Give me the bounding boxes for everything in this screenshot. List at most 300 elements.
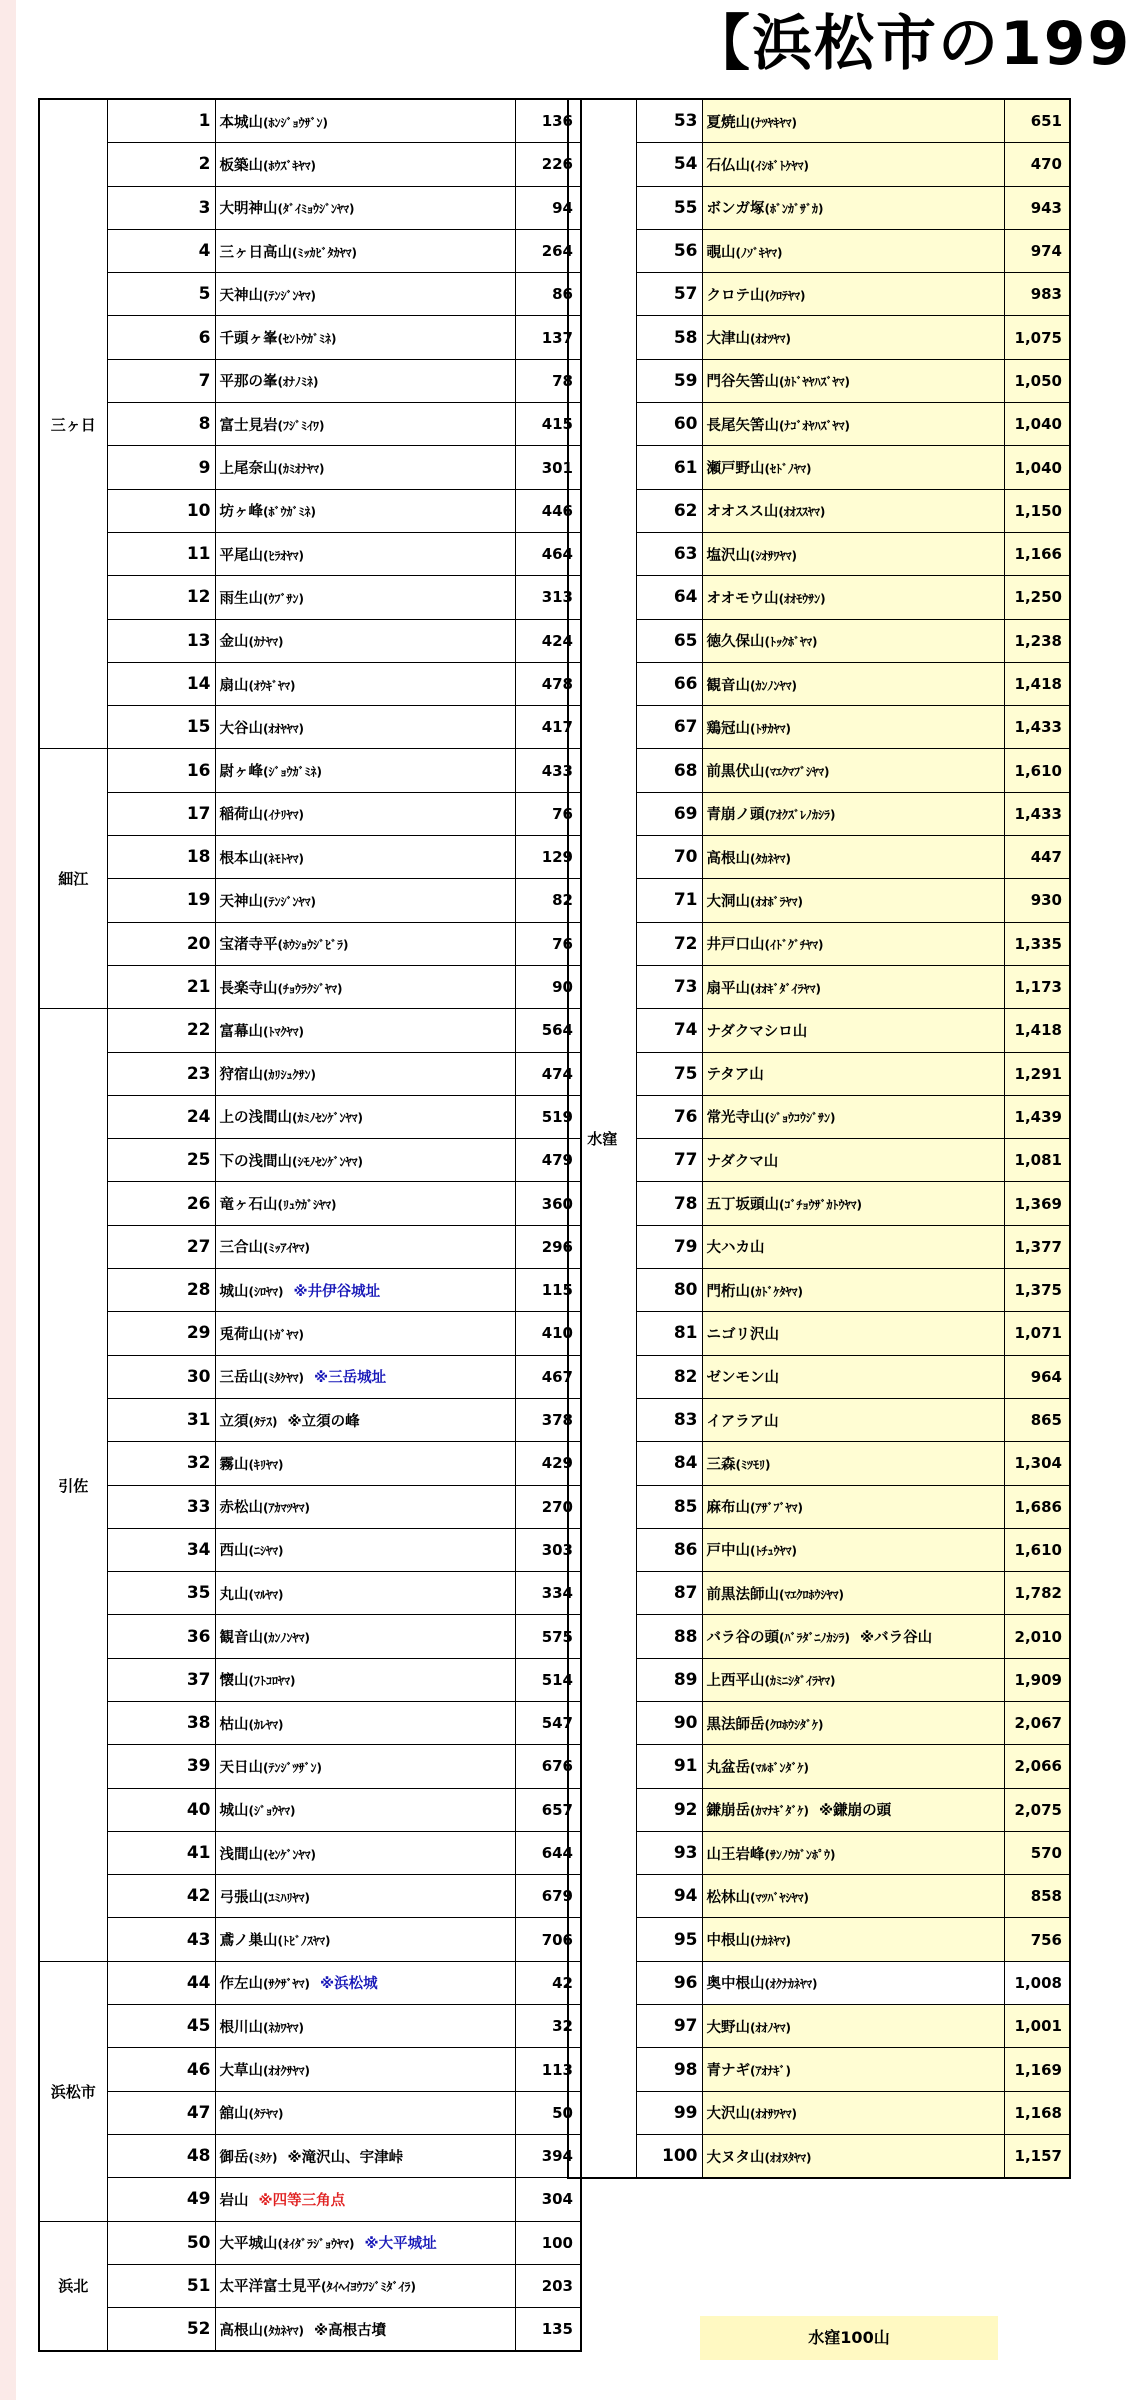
table-row [39,836,581,879]
mountain-name-cell [702,2091,1004,2134]
table-row [39,1528,581,1571]
mountain-reading: (ｼﾞｮｳﾔﾏ) [248,1804,296,1819]
table-row [39,1225,581,1268]
table-row [39,1139,581,1182]
mountain-reading: (ﾏｴｸﾛﾎｳｼﾔﾏ) [779,1587,844,1602]
mountain-name-cell [702,1398,1004,1441]
table-row [568,1139,1070,1182]
mountain-name-cell [702,1701,1004,1744]
elevation: 113 [515,2048,581,2091]
page-title: 【浜松市の199 [690,9,1131,79]
mountain-reading: (ｻﾝﾉｳｶﾞﾝﾎﾟｳ) [764,1847,836,1862]
elevation: 1,418 [1004,662,1070,705]
mountain-name: 天神山 [219,893,263,910]
row-number: 47 [107,2091,215,2134]
elevation: 1,304 [1004,1442,1070,1485]
mountain-name-cell [702,1918,1004,1961]
mountain-reading: (ﾀﾞｲﾐｮｳｼﾞﾝﾔﾏ) [277,202,355,217]
mountain-reading: (ﾎｳｼｮｳｼﾞﾋﾞﾗ) [277,938,349,953]
table-row [39,619,581,662]
mountain-name: 天日山 [219,1759,263,1776]
mountain-name-cell [215,1052,515,1095]
table-row [568,1442,1070,1485]
table-row [568,1009,1070,1052]
mountain-name-cell [215,1355,515,1398]
elevation: 564 [515,1009,581,1052]
mountain-reading: (ﾄｶﾞﾔﾏ) [263,1327,304,1342]
table-row [568,2005,1070,2048]
elevation: 1,040 [1004,446,1070,489]
elevation: 464 [515,532,581,575]
elevation: 1,168 [1004,2091,1070,2134]
area-label: 細江 [39,749,107,1009]
table-row [568,316,1070,359]
mountain-name-cell [215,2178,515,2221]
mountain-name: 城山 [219,1283,249,1300]
mountain-name-cell [215,2221,515,2264]
elevation: 264 [515,229,581,272]
mountain-reading: (ﾏﾙﾎﾞﾝﾀﾞｹ) [750,1760,809,1775]
mountain-reading: (ｵｵﾓｳｻﾝ) [778,591,826,606]
mountain-name-cell [702,1442,1004,1485]
mountain-name: 千頭ヶ峯 [219,331,278,348]
row-number: 69 [636,792,702,835]
row-number: 24 [107,1095,215,1138]
mountain-name: 赤松山 [219,1500,263,1517]
row-number: 54 [636,143,702,186]
mountain-name: 宝渚寺平 [219,937,278,954]
mountain-name: 黒法師岳 [706,1716,765,1733]
mountain-name: 三合山 [219,1240,263,1257]
row-number: 25 [107,1139,215,1182]
caption-label: 水窪100山 [700,2316,998,2360]
row-number: 12 [107,576,215,619]
row-number: 72 [636,922,702,965]
mountain-reading: (ﾉｿﾞｷﾔﾏ) [735,245,783,260]
mountain-note: ※鎌崩の頭 [818,1803,892,1820]
elevation: 657 [515,1788,581,1831]
mountain-reading: (ﾎﾞﾝｶﾞｻﾞｶ) [764,202,824,217]
mountain-name-cell [215,706,515,749]
mountain-reading: (ｺﾞﾁｮｳｻﾞｶﾄｳﾔﾏ) [779,1198,862,1213]
mountain-name: 高根山 [706,850,750,867]
elevation: 1,375 [1004,1269,1070,1312]
mountain-name-cell [215,2134,515,2177]
row-number: 38 [107,1701,215,1744]
mountain-name: 岩山 [219,2192,249,2209]
mountain-reading: (ﾊﾞﾗﾀﾞﾆﾉｶｼﾗ) [779,1631,850,1646]
row-number: 29 [107,1312,215,1355]
table-row [568,1355,1070,1398]
elevation: 433 [515,749,581,792]
row-number: 27 [107,1225,215,1268]
mountain-reading: (ﾋﾗｵﾔﾏ) [263,548,304,563]
mountain-reading: (ﾄｯｸﾎﾞﾔﾏ) [764,635,818,650]
mountain-reading: (ﾃﾝｼﾞﾂｻﾞﾝ) [263,1760,322,1775]
elevation: 1,238 [1004,619,1070,662]
mountain-reading: (ﾈﾓﾄﾔﾏ) [263,851,304,866]
elevation: 360 [515,1182,581,1225]
mountain-table-right [567,98,1071,2179]
row-number: 52 [107,2308,215,2352]
elevation: 76 [515,792,581,835]
elevation: 1,291 [1004,1052,1070,1095]
elevation: 136 [515,99,581,143]
table-row [568,2134,1070,2178]
mountain-reading: (ｼﾞｮｳｺｳｼﾞｻﾝ) [764,1111,836,1126]
row-number: 85 [636,1485,702,1528]
elevation: 50 [515,2091,581,2134]
mountain-name: 根川山 [219,2019,263,2036]
mountain-name: 稲荷山 [219,807,263,824]
mountain-name-cell [702,1831,1004,1874]
mountain-reading: (ｶﾄﾞｹﾀﾔﾏ) [750,1284,803,1299]
mountain-name: 扇山 [219,677,249,694]
mountain-name-cell [215,1961,515,2004]
elevation: 32 [515,2005,581,2048]
mountain-name: 常光寺山 [706,1110,765,1127]
mountain-reading: (ﾌﾄｺﾛﾔﾏ) [248,1674,296,1689]
table-row [39,1918,581,1961]
table-row [39,1831,581,1874]
mountain-table-left [38,98,582,2352]
elevation: 1,008 [1004,1961,1070,2004]
elevation: 474 [515,1052,581,1095]
mountain-name-cell [702,965,1004,1008]
table-row [39,662,581,705]
mountain-name: 弓張山 [219,1889,263,1906]
mountain-name-cell [702,143,1004,186]
mountain-name-cell [215,2308,515,2352]
mountain-name-cell [215,359,515,402]
table-row [39,1009,581,1052]
row-number: 78 [636,1182,702,1225]
table-row [39,143,581,186]
table-row [568,879,1070,922]
table-row [39,2221,581,2264]
row-number: 9 [107,446,215,489]
mountain-name-cell [702,446,1004,489]
mountain-name-cell [702,229,1004,272]
mountain-note: ※大平城址 [364,2236,437,2253]
elevation: 1,081 [1004,1139,1070,1182]
mountain-name-cell [215,532,515,575]
mountain-name: 丸盆岳 [706,1759,750,1776]
mountain-name-cell [702,662,1004,705]
elevation: 203 [515,2264,581,2307]
table-row [39,2178,581,2221]
elevation: 2,067 [1004,1701,1070,1744]
row-number: 93 [636,1831,702,1874]
mountain-reading: (ﾀｶﾈﾔﾏ) [263,2323,304,2338]
table-row [39,2308,581,2352]
area-label: 三ヶ日 [39,99,107,749]
elevation: 930 [1004,879,1070,922]
mountain-name: 富幕山 [219,1023,263,1040]
mountain-name-cell [702,99,1004,143]
mountain-name-cell [215,143,515,186]
mountain-reading: (ﾐｯｱｲﾔﾏ) [263,1241,310,1256]
elevation: 42 [515,1961,581,2004]
mountain-name: 五丁坂頭山 [706,1197,779,1214]
mountain-name-cell [702,1355,1004,1398]
table-row [568,1831,1070,1874]
elevation: 858 [1004,1875,1070,1918]
mountain-reading: (ｶﾚﾔﾏ) [248,1717,284,1732]
mountain-name: 大谷山 [219,720,263,737]
mountain-name-cell [215,1485,515,1528]
mountain-name: 枯山 [219,1716,249,1733]
mountain-reading: (ｲﾄﾞｸﾞﾁﾔﾏ) [764,938,824,953]
table-row [568,836,1070,879]
mountain-name-cell [215,879,515,922]
mountain-name-cell [215,273,515,316]
mountain-name: 奥中根山 [706,1976,765,1993]
row-number: 95 [636,1918,702,1961]
table-row [39,1095,581,1138]
row-number: 28 [107,1269,215,1312]
mountain-name-cell [215,2048,515,2091]
table-row [39,1745,581,1788]
mountain-name-cell [702,576,1004,619]
elevation: 313 [515,576,581,619]
mountain-name: 扇平山 [706,980,750,997]
row-number: 13 [107,619,215,662]
mountain-name-cell [702,619,1004,662]
mountain-reading: (ﾏﾙﾔﾏ) [248,1587,284,1602]
elevation: 679 [515,1875,581,1918]
mountain-name: 大ハカ山 [706,1240,765,1257]
mountain-name: 石仏山 [706,157,750,174]
table-row [568,229,1070,272]
mountain-name-cell [215,662,515,705]
mountain-name-cell [215,1269,515,1312]
row-number: 66 [636,662,702,705]
mountain-name: 大洞山 [706,893,750,910]
mountain-reading: (ｸﾛﾃﾔﾏ) [764,288,806,303]
mountain-name: 浅間山 [219,1846,263,1863]
elevation: 470 [1004,143,1070,186]
mountain-name-cell [215,1831,515,1874]
mountain-reading: (ﾄｻｶﾔﾏ) [750,721,791,736]
mountain-name-cell [702,1615,1004,1658]
mountain-name-cell [702,1139,1004,1182]
mountain-reading: (ﾄﾁｭｳﾔﾏ) [750,1544,797,1559]
mountain-reading: (ｷﾘﾔﾏ) [248,1457,284,1472]
mountain-name: オオスス山 [706,504,779,521]
mountain-reading: (ｳﾌﾞｻﾝ) [263,591,304,606]
mountain-name: 高根山 [219,2322,263,2339]
area-label: 浜松市 [39,1961,107,2221]
mountain-name: 戸中山 [706,1543,750,1560]
mountain-name: 平尾山 [219,547,263,564]
mountain-name-cell [702,1052,1004,1095]
table-row [39,2264,581,2307]
table-row [568,1052,1070,1095]
table-row [568,1572,1070,1615]
mountain-reading: (ｱｵﾅｷﾞ) [750,2064,791,2078]
elevation: 1,150 [1004,489,1070,532]
row-number: 15 [107,706,215,749]
elevation: 78 [515,359,581,402]
mountain-name-cell [215,1442,515,1485]
mountain-name: ゼンモン山 [706,1370,779,1387]
mountain-name-cell [215,2005,515,2048]
mountain-name: 観音山 [219,1630,263,1647]
elevation: 2,066 [1004,1745,1070,1788]
elevation: 303 [515,1528,581,1571]
mountain-reading: (ｵｸﾅｶﾈﾔﾏ) [764,1977,818,1992]
row-number: 2 [107,143,215,186]
mountain-reading: (ｾﾝｹﾞﾝﾔﾏ) [263,1847,316,1862]
mountain-name: 中根山 [706,1933,750,1950]
mountain-reading: (ﾄﾏｸﾔﾏ) [263,1024,304,1039]
table-row [39,792,581,835]
mountain-name-cell [215,99,515,143]
mountain-name-cell [215,1658,515,1701]
row-number: 60 [636,403,702,446]
mountain-name: 鎌崩岳 [706,1803,750,1820]
mountain-name-cell [702,1788,1004,1831]
mountain-name-cell [215,489,515,532]
mountain-reading: (ﾃﾝｼﾞﾝﾔﾏ) [263,288,316,303]
elevation: 417 [515,706,581,749]
table-row [39,1701,581,1744]
row-number: 100 [636,2134,702,2178]
mountain-name: 懐山 [219,1673,249,1690]
mountain-name-cell [215,1528,515,1571]
mountain-name: 兎荷山 [219,1326,263,1343]
mountain-reading: (ｶﾄﾞﾔﾔﾊｽﾞﾔﾏ) [779,375,850,390]
row-number: 61 [636,446,702,489]
elevation: 467 [515,1355,581,1398]
mountain-reading: (ﾐﾀｹﾔﾏ) [263,1371,304,1386]
row-number: 89 [636,1658,702,1701]
mountain-reading: (ｼﾓﾉｾﾝｹﾞﾝﾔﾏ) [292,1154,363,1169]
mountain-reading: (ｵｳｷﾞﾔﾏ) [248,678,296,693]
table-row [568,2091,1070,2134]
elevation: 983 [1004,273,1070,316]
mountain-reading: (ｵｵｷﾞﾀﾞｲﾗﾔﾏ) [750,981,821,996]
mountain-name: 下の浅間山 [219,1153,292,1170]
mountain-note: ※立須の峰 [287,1413,360,1430]
mountain-name: 鳶ノ巣山 [219,1933,278,1950]
elevation: 394 [515,2134,581,2177]
elevation: 447 [1004,836,1070,879]
row-number: 81 [636,1312,702,1355]
mountain-name-cell [215,229,515,272]
mountain-name-cell [215,1918,515,1961]
elevation: 129 [515,836,581,879]
row-number: 26 [107,1182,215,1225]
mountain-name-cell [702,359,1004,402]
mountain-name-cell [702,836,1004,879]
mountain-note: ※高根古墳 [313,2322,387,2339]
elevation: 570 [1004,1831,1070,1874]
area-label: 浜北 [39,2221,107,2351]
row-number: 30 [107,1355,215,1398]
row-number: 8 [107,403,215,446]
table-row [568,1615,1070,1658]
mountain-name: 門谷矢筈山 [706,374,779,391]
elevation: 304 [515,2178,581,2221]
row-number: 17 [107,792,215,835]
elevation: 644 [515,1831,581,1874]
table-row [568,1269,1070,1312]
mountain-name-cell [215,1615,515,1658]
mountain-note: ※浜松城 [319,1976,378,1993]
table-row [39,359,581,402]
table-row [568,446,1070,489]
mountain-name-cell [702,186,1004,229]
table-row [568,1918,1070,1961]
table-row [568,186,1070,229]
mountain-name-cell [702,1225,1004,1268]
mountain-reading: (ｲﾅﾘﾔﾏ) [263,808,304,823]
mountain-reading: (ﾄﾋﾞﾉｽﾔﾏ) [277,1934,331,1949]
mountain-name: 本城山 [219,114,263,131]
mountain-name-cell [702,2048,1004,2091]
mountain-name-cell [702,749,1004,792]
table-row [568,1095,1070,1138]
table-row [568,143,1070,186]
row-number: 33 [107,1485,215,1528]
elevation: 1,610 [1004,749,1070,792]
elevation: 2,075 [1004,1788,1070,1831]
table-row [39,1269,581,1312]
table-row [39,186,581,229]
table-row [568,403,1070,446]
mountain-name: 上西平山 [706,1673,765,1690]
elevation: 301 [515,446,581,489]
mountain-reading: (ｱｵｸｽﾞﾚﾉｶｼﾗ) [764,808,836,823]
elevation: 1,369 [1004,1182,1070,1225]
mountain-name: 三森 [706,1456,736,1473]
mountain-reading: (ﾀﾃｽ) [248,1414,278,1429]
mountain-name-cell [215,836,515,879]
row-number: 6 [107,316,215,359]
mountain-name-cell [702,1875,1004,1918]
elevation: 446 [515,489,581,532]
table-row [39,1572,581,1615]
mountain-name: 徳久保山 [706,634,765,651]
mountain-reading: (ﾎｳｽﾞｷﾔﾏ) [263,158,316,173]
table-row [39,403,581,446]
mountain-name: 夏焼山 [706,114,750,131]
elevation: 1,610 [1004,1528,1070,1571]
mountain-name: 坊ヶ峰 [219,504,263,521]
table-row [39,965,581,1008]
elevation: 424 [515,619,581,662]
row-number: 18 [107,836,215,879]
mountain-name-cell [702,1182,1004,1225]
mountain-name-cell [702,2134,1004,2178]
row-number: 35 [107,1572,215,1615]
row-number: 11 [107,532,215,575]
table-row [39,446,581,489]
table-row [568,749,1070,792]
row-number: 94 [636,1875,702,1918]
row-number: 96 [636,1961,702,2004]
mountain-reading: (ﾀｶﾈﾔﾏ) [750,851,791,866]
mountain-reading: (ｶﾝﾉﾝﾔﾏ) [263,1631,310,1646]
mountain-name: ボンガ塚 [706,201,765,218]
mountain-name: 大草山 [219,2063,263,2079]
row-number: 4 [107,229,215,272]
row-number: 83 [636,1398,702,1441]
elevation: 1,250 [1004,576,1070,619]
mountain-name: 三岳山 [219,1370,263,1387]
